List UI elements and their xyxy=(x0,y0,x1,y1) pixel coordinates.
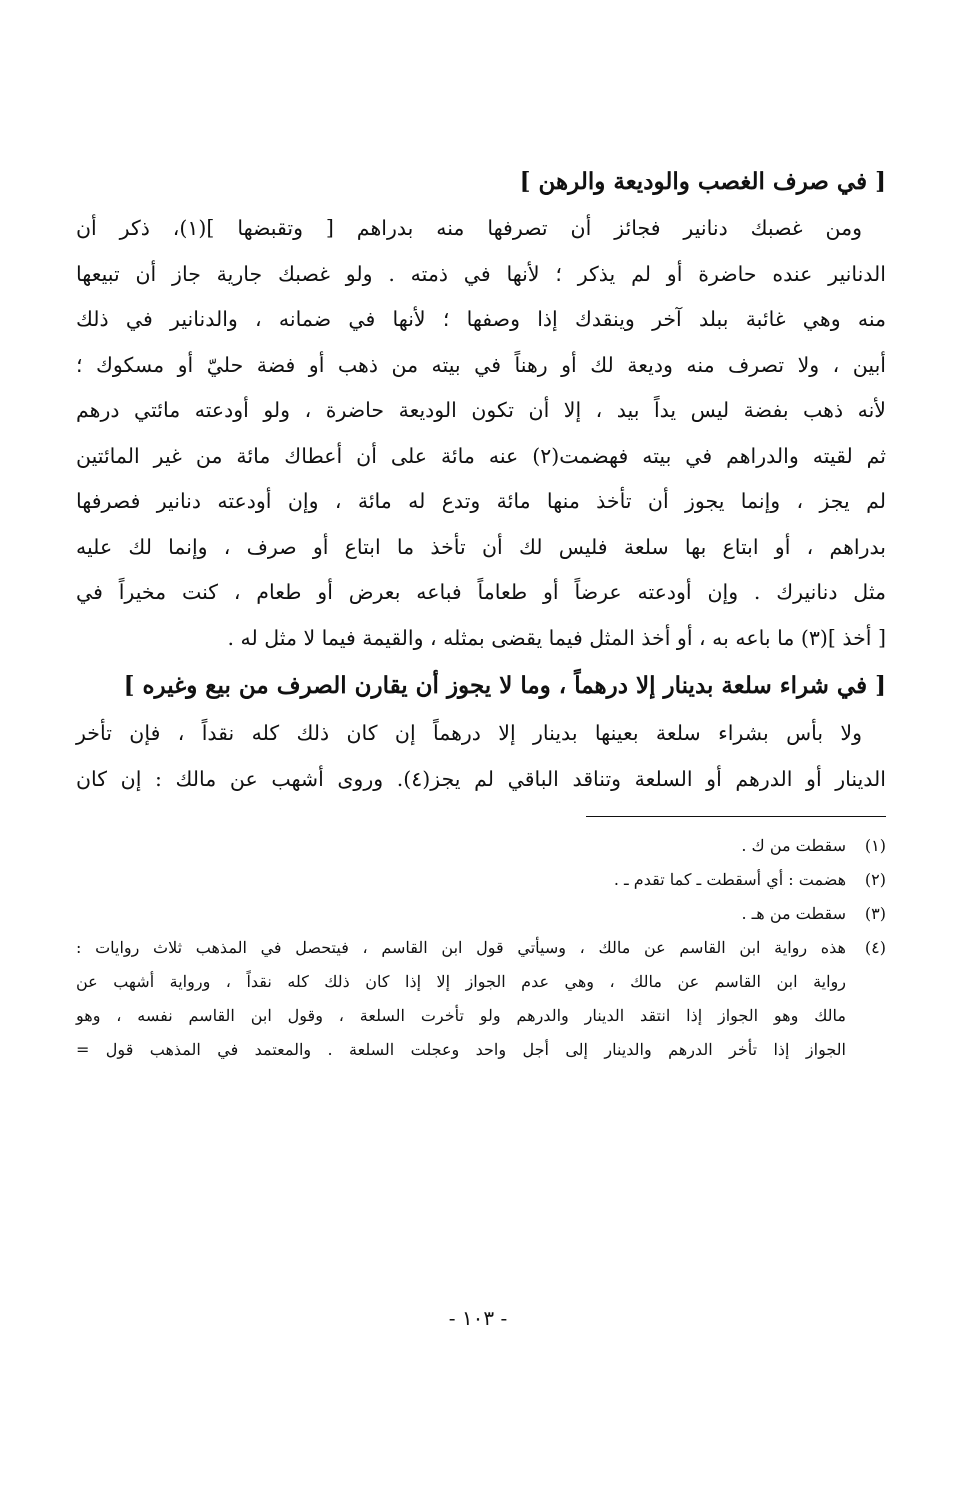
paragraph-2 xyxy=(76,711,886,802)
section-heading-1: [ في صرف الغصب والوديعة والرهن ] xyxy=(519,168,886,195)
footnote-number: (٤) xyxy=(864,938,886,957)
footnote-4-line: الجواز إذا تأخر الدرهم والدينار إلى أجل واحد وعجلت السلعة . والمعتمد في المذهب قول = xyxy=(76,1040,846,1059)
footnote-1 xyxy=(76,829,886,863)
text-line: الدينار أو الدرهم أو السلعة وتناقد الباقي لم يجز(٤). وروى أشهب عن مالك : إن كان xyxy=(76,766,886,791)
footnote-4-line: مالك وهو الجواز إذا انتقد الدينار والدرهم ولو تأخرت السلعة ، وقول ابن القاسم نفسه ، وهو xyxy=(76,1006,846,1025)
footnote-text: هضمت : أي أسقطت ـ كما تقدم ـ . xyxy=(613,870,846,889)
footnote-number: (٣) xyxy=(864,904,886,923)
footnote-4-line: رواية ابن القاسم عن مالك ، وهي عدم الجواز إلا إذا كان ذلك كله نقداً ، ورواية أشهب عن xyxy=(76,972,846,991)
text-line: بدراهم ، أو ابتاع بها سلعة فليس لك أن تأخذ ما ابتاع أو صرف ، وإنما لك عليه xyxy=(76,534,886,559)
page-number: - ١٠٣ - xyxy=(448,1306,508,1330)
text-line: لم يجز ، وإنما يجوز أن تأخذ منها مائة وتدع له مائة ، وإن أودعته دنانير فصرفها xyxy=(76,489,886,513)
footnotes xyxy=(76,829,886,1067)
page-body xyxy=(76,160,886,1067)
paragraph-1 xyxy=(76,206,886,661)
footnote-text: سقطت من ك . xyxy=(741,836,846,855)
text-line: ثم لقيته والدراهم في بيته فهضمت(٢) عنه مائة على أن أعطاك مائة من غير المائتين xyxy=(76,443,886,468)
footnote-text: هذه رواية ابن القاسم عن مالك ، وسيأتي قول ابن القاسم ، فيتحصل في المذهب ثلاث روايات : xyxy=(76,938,846,957)
text-line: منه وهي غائبة ببلد آخر وينقدك إذا وصفها ؛ لأنها في ضمانه ، والدنانير في ذلك xyxy=(76,307,886,331)
text-line: لأنه ذهب بفضة ليس يداً بيد ، إلا أن تكون الوديعة حاضرة ، ولو أودعته مائتي درهم xyxy=(76,398,886,422)
footnote-number: (٢) xyxy=(864,870,886,889)
footnote-divider xyxy=(586,816,886,817)
text-line: ولا بأس بشراء سلعة بعينها بدينار إلا درهماً إن كان ذلك كله نقداً ، فإن تأخر xyxy=(76,721,862,745)
text-line: مثل دنانيرك . وإن أودعته عرضاً أو طعاماً فباعه بعرض أو طعام ، كنت مخيراً في xyxy=(76,580,886,604)
section-heading-2: [ في شراء سلعة بدينار إلا درهماً ، وما لا يجوز أن يقارن الصرف من بيع وغيره ] xyxy=(123,672,886,699)
text-line: ومن غصبك دنانير فجائز أن تصرفها منه بدراهم [ وتقبضها ](١)، ذكر أن xyxy=(76,216,862,240)
footnote-2 xyxy=(76,863,886,897)
text-line: الدنانير عنده حاضرة أو لم يذكر ؛ لأنها في ذمته . ولو غصبك جارية جاز أن تبيعها xyxy=(76,261,886,286)
text-line: [ أخذ ](٣) ما باعه به ، أو أخذ المثل فيما يقضى بمثله ، والقيمة فيما لا مثل له . xyxy=(227,625,886,650)
footnote-4 xyxy=(76,931,886,965)
text-line: أبين ، ولا تصرف منه وديعة لك أو رهناً في بيته من ذهب أو فضة حليّ أو مسكوك ؛ xyxy=(76,352,886,377)
footnote-text: سقطت من هـ . xyxy=(741,904,846,923)
footnote-number: (١) xyxy=(864,836,886,855)
footnote-3 xyxy=(76,897,886,931)
